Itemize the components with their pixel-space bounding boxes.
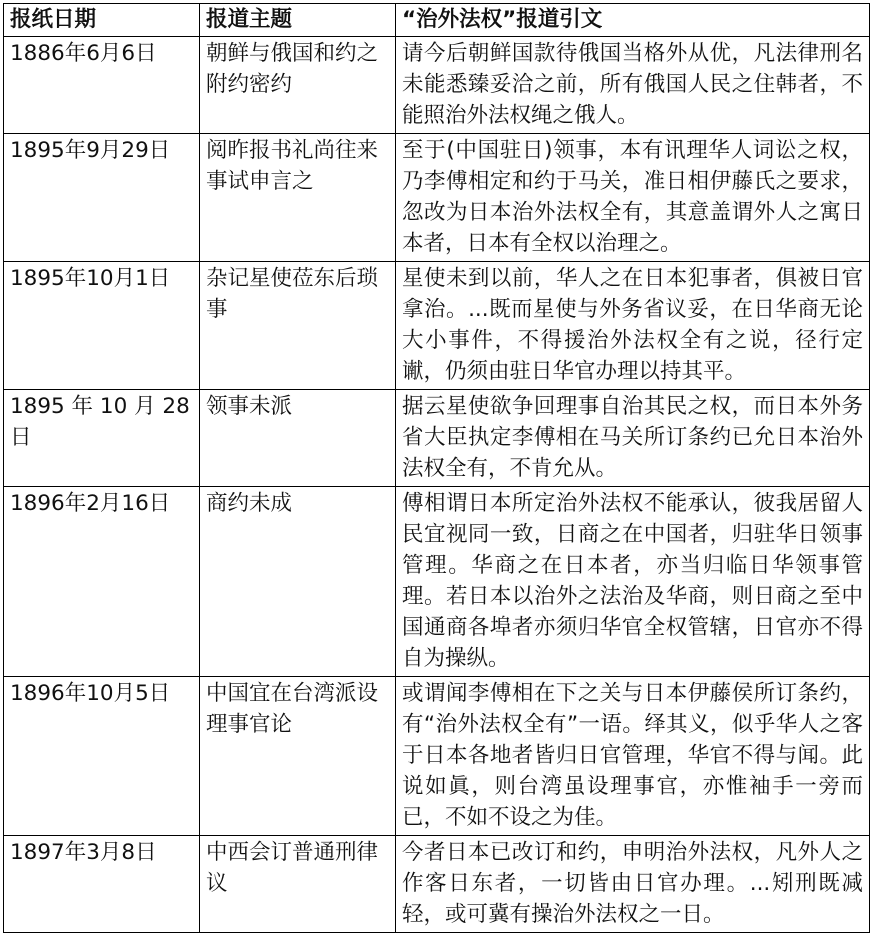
cell-date: 1895年9月29日 — [4, 134, 200, 262]
cell-date: 1895年10月1日 — [4, 262, 200, 390]
header-topic: 报道主题 — [200, 4, 396, 37]
cell-topic: 杂记星使莅东后琐事 — [200, 262, 396, 390]
header-row — [4, 4, 870, 37]
cell-quote: 今者日本已改订和约，申明治外法权，凡外人之作客日东者，一切皆由日官办理。...矧刑既减轻，或可冀有操治外法权之一日。 — [396, 836, 870, 933]
cell-topic: 领事未派 — [200, 390, 396, 487]
cell-quote: 傅相谓日本所定治外法权不能承认，彼我居留人民宜视同一致，日商之在中国者，归驻华日领事管理。华商之在日本者，亦当归临日华领事管理。若日本以治外之法治及华商，则日商之至中国通商各埠者亦须归华官全权管辖，日官亦不得自为操纵。 — [396, 487, 870, 677]
header-date: 报纸日期 — [4, 4, 200, 37]
cell-topic: 中西会订普通刑律议 — [200, 836, 396, 933]
cell-date: 1895 年 10 月 28 日 — [4, 390, 200, 487]
table-row — [4, 836, 870, 933]
cell-topic: 阅昨报书礼尚往来事试申言之 — [200, 134, 396, 262]
table-row — [4, 37, 870, 134]
cell-quote: 至于(中国驻日)领事，本有讯理华人词讼之权，乃李傅相定和约于马关，准日相伊藤氏之要求，忽改为日本治外法权全有，其意盖谓外人之寓日本者，日本有全权以治理之。 — [396, 134, 870, 262]
cell-topic: 商约未成 — [200, 487, 396, 677]
cell-quote: 据云星使欲争回理事自治其民之权，而日本外务省大臣执定李傅相在马关所订条约已允日本治外法权全有，不肯允从。 — [396, 390, 870, 487]
table-row — [4, 487, 870, 677]
news-report-table — [3, 3, 870, 933]
cell-date: 1896年2月16日 — [4, 487, 200, 677]
table-body — [4, 37, 870, 933]
table-header — [4, 4, 870, 37]
cell-quote: 星使未到以前，华人之在日本犯事者，俱被日官拿治。...既而星使与外务省议妥，在日华商无论大小事件，不得援治外法权全有之说，径行定谳，仍须由驻日华官办理以持其平。 — [396, 262, 870, 390]
cell-topic: 朝鲜与俄国和约之附约密约 — [200, 37, 396, 134]
cell-topic: 中国宜在台湾派设理事官论 — [200, 677, 396, 836]
table-row — [4, 390, 870, 487]
cell-quote: 或谓闻李傅相在下之关与日本伊藤侯所订条约，有“治外法权全有”一语。绎其义，似乎华人之客于日本各地者皆归日官管理，华官不得与闻。此说如眞，则台湾虽设理事官，亦惟袖手一旁而已，不如不设之为佳。 — [396, 677, 870, 836]
cell-date: 1897年3月8日 — [4, 836, 200, 933]
table-row — [4, 134, 870, 262]
cell-date: 1896年10月5日 — [4, 677, 200, 836]
cell-quote: 请今后朝鲜国款待俄国当格外从优，凡法律刑名未能悉臻妥洽之前，所有俄国人民之住韩者，不能照治外法权绳之俄人。 — [396, 37, 870, 134]
header-quote: “治外法权”报道引文 — [396, 4, 870, 37]
table-row — [4, 262, 870, 390]
table-row — [4, 677, 870, 836]
cell-date: 1886年6月6日 — [4, 37, 200, 134]
